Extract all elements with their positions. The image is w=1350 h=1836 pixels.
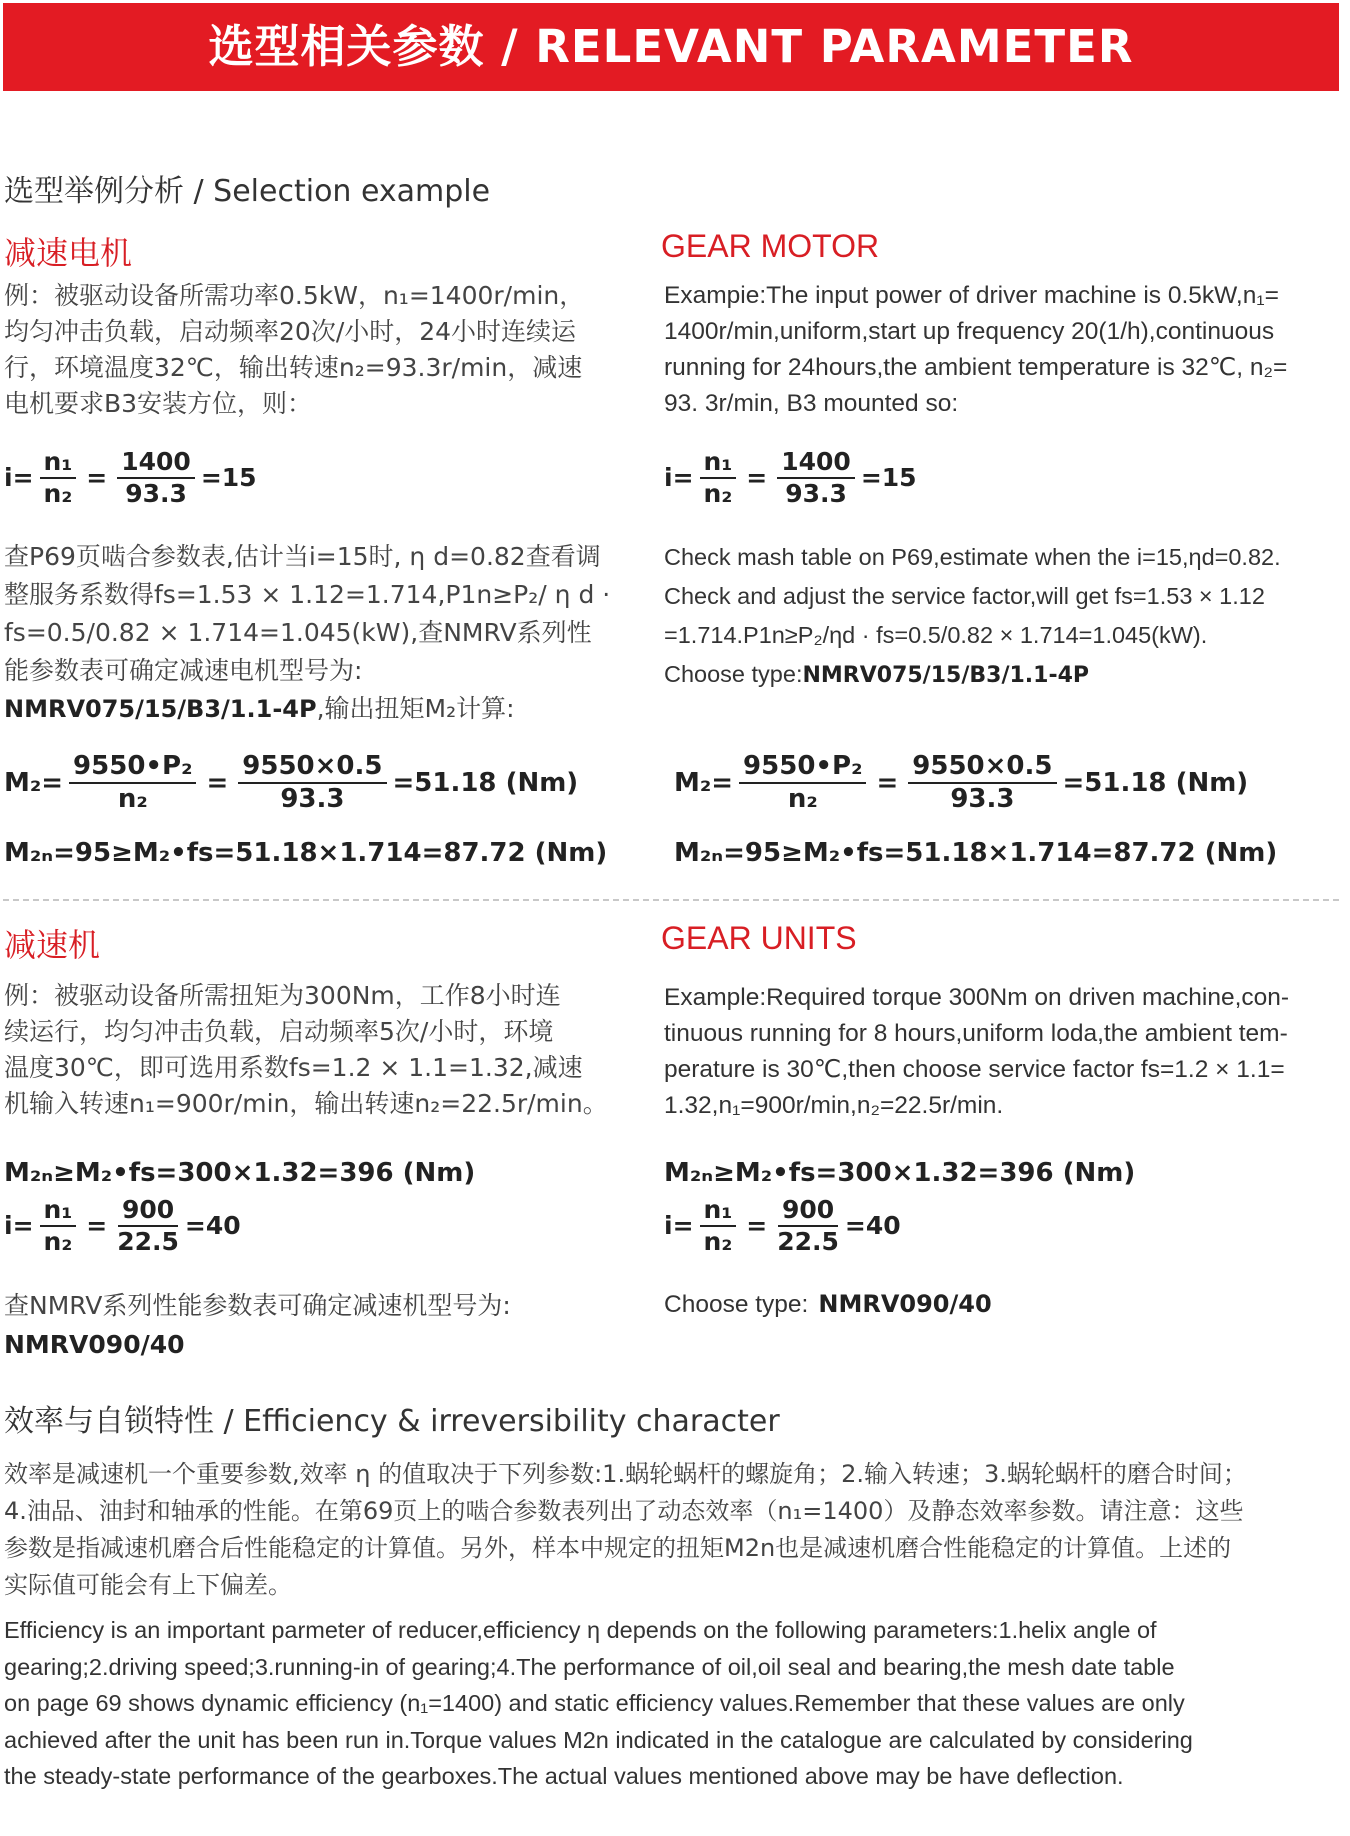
fraction [40, 1196, 77, 1255]
text-line: 续运行，均匀冲击负载，启动频率5次/小时，环境 [4, 1017, 554, 1046]
formula-lhs: i= [4, 463, 34, 492]
section-divider [3, 899, 1339, 901]
text-line [4, 690, 644, 728]
fraction [777, 1196, 839, 1255]
gear-motor-cn-paragraph [4, 278, 624, 422]
fraction-denominator: 22.5 [777, 1226, 839, 1256]
formula-result: =15 [200, 463, 257, 492]
formula-equals: = [206, 767, 229, 798]
text-line: Check and adjust the service factor,will get fs=1.53 × 1.12 [664, 583, 1265, 609]
text-line: 参数是指减速机磨合后性能稳定的计算值。另外，样本中规定的扭矩M2n也是减速机磨合性能稳定的计算值。上述的 [4, 1534, 1232, 1562]
text-line: 效率是减速机一个重要参数,效率 η 的值取决于下列参数:1.蜗轮蜗杆的螺旋角；2.输入转速；3.蜗轮蜗杆的磨合时间； [4, 1460, 1247, 1488]
text-line: 例：被驱动设备所需扭矩为300Nm，工作8小时连 [4, 981, 561, 1010]
text-line: Example:Required torque 300Nm on driven machine,con- [664, 984, 1290, 1011]
efficiency-section-title: 效率与自锁特性 / Efficiency & irreversibility character [4, 1404, 780, 1439]
formula-result: =40 [844, 1211, 901, 1240]
text-line: the steady-state performance of the gearboxes.The actual values mentioned above may be have deflection. [4, 1763, 1124, 1789]
fraction-numerator: 1400 [117, 448, 195, 479]
gear-units-cn-paragraph [4, 978, 644, 1122]
gear-motor-ratio-formula-cn [4, 448, 257, 507]
gear-motor-check-cn: M₂ₙ=95≥M₂•fs=51.18×1.714=87.72 (Nm) [4, 838, 608, 868]
text-line: fs=0.5/0.82 × 1.714=1.045(kW),查NMRV系列性 [4, 618, 592, 647]
gear-units-en-choose [664, 1286, 992, 1323]
choose-type-label: Choose type: [664, 661, 803, 687]
text-line: on page 69 shows dynamic efficiency (n₁=1400) and static efficiency values.Remember that these values are only [4, 1690, 1185, 1716]
text-line: 整服务系数得fs=1.53 × 1.12=1.714,P1n≥P₂/ η d · [4, 580, 611, 609]
fraction [700, 1196, 737, 1255]
text-line: gearing;2.driving speed;3.running-in of gearing;4.The performance of oil,oil seal and bearing,the mesh date table [4, 1653, 1175, 1680]
fraction-numerator: n₁ [40, 448, 77, 479]
fraction-denominator: n₂ [703, 1226, 733, 1256]
text-line [664, 655, 1350, 695]
formula-result: =51.18 (Nm) [1062, 767, 1249, 798]
fraction [117, 448, 195, 507]
fraction-numerator: 9550•P₂ [739, 752, 866, 784]
fraction-denominator: n₂ [43, 1226, 73, 1256]
fraction-numerator: 9550×0.5 [908, 752, 1056, 784]
fraction-numerator: 1400 [777, 448, 855, 479]
fraction-denominator: 22.5 [117, 1226, 179, 1256]
text-line: =1.714.P1n≥P₂/ηd · fs=0.5/0.82 × 1.714=1.045(kW). [664, 622, 1208, 648]
fraction [739, 752, 866, 813]
gear-units-en-paragraph [664, 980, 1344, 1124]
gear-units-cn-heading: 减速机 [4, 926, 101, 964]
gear-units-check-en: M₂ₙ≥M₂•fs=300×1.32=396 (Nm) [664, 1158, 1136, 1188]
fraction-numerator: 900 [778, 1196, 838, 1227]
fraction [69, 752, 196, 813]
text-line: tinuous running for 8 hours,uniform loda,the ambient tem- [664, 1020, 1288, 1047]
formula-lhs: i= [664, 463, 694, 492]
gear-units-ratio-formula-cn [4, 1196, 241, 1255]
text-line: 实际值可能会有上下偏差。 [4, 1571, 292, 1599]
fraction [238, 752, 386, 813]
fraction-denominator: n₂ [43, 478, 73, 508]
formula-equals: = [86, 1211, 108, 1240]
gear-motor-torque-formula-cn [4, 752, 578, 813]
fraction [117, 1196, 179, 1255]
formula-result: =40 [184, 1211, 241, 1240]
text-line: achieved after the unit has been run in.Torque values M2n indicated in the catalogue are calculated by considering [4, 1726, 1193, 1753]
banner-title: 选型相关参数 / RELEVANT PARAMETER [208, 20, 1134, 73]
formula-equals: = [876, 767, 899, 798]
text-line: 机输入转速n₁=900r/min，输出转速n₂=22.5r/min。 [4, 1089, 608, 1118]
text-line: 93. 3r/min, B3 mounted so: [664, 390, 959, 417]
fraction-denominator: n₂ [117, 783, 148, 814]
gear-motor-ratio-formula-en [664, 448, 917, 507]
gear-units-en-model: NMRV090/40 [818, 1290, 992, 1318]
fraction-numerator: n₁ [700, 1196, 737, 1227]
gear-motor-en-calculation [664, 538, 1350, 695]
text-line: 行，环境温度32℃，输出转速n₂=93.3r/min，减速 [4, 353, 583, 382]
text-line: Check mash table on P69,estimate when the i=15,ηd=0.82. [664, 544, 1281, 570]
gear-motor-en-paragraph [664, 278, 1344, 422]
fraction-denominator: 93.3 [785, 478, 847, 508]
gear-units-cn-model: NMRV090/40 [4, 1330, 185, 1359]
gear-units-en-heading: GEAR UNITS [661, 920, 857, 956]
fraction-numerator: n₁ [40, 1196, 77, 1227]
text-line: Efficiency is an important parmeter of reducer,efficiency η depends on the following parameters:1.helix angle of [4, 1617, 1157, 1643]
text-line: Exampie:The input power of driver machine is 0.5kW,n₁= [664, 282, 1279, 309]
gear-motor-check-en: M₂ₙ=95≥M₂•fs=51.18×1.714=87.72 (Nm) [674, 838, 1278, 868]
formula-result: =51.18 (Nm) [392, 767, 579, 798]
text-line: 电机要求B3安装方位，则： [4, 389, 313, 418]
fraction-denominator: 93.3 [280, 783, 345, 814]
fraction [700, 448, 737, 507]
formula-lhs: i= [664, 1211, 694, 1240]
fraction-numerator: 9550•P₂ [69, 752, 196, 784]
fraction [40, 448, 77, 507]
formula-equals: = [746, 463, 768, 492]
text-line: 温度30℃，即可选用系数fs=1.2 × 1.1=1.32,减速 [4, 1053, 583, 1082]
gear-motor-cn-calculation [4, 538, 644, 728]
gear-motor-cn-heading: 减速电机 [4, 234, 133, 272]
formula-result: =15 [860, 463, 917, 492]
fraction [908, 752, 1056, 813]
efficiency-en-paragraph [4, 1612, 1350, 1795]
formula-equals: = [746, 1211, 768, 1240]
gear-units-cn-choose: 查NMRV系列性能参数表可确定减速机型号为: [4, 1291, 511, 1320]
text-line: 1.32,n₁=900r/min,n₂=22.5r/min. [664, 1092, 1004, 1119]
text-line: 例：被驱动设备所需功率0.5kW，n₁=1400r/min， [4, 281, 585, 310]
text-line: perature is 30℃,then choose service factor fs=1.2 × 1.1= [664, 1056, 1285, 1083]
text-line: 均匀冲击负载，启动频率20次/小时，24小时连续运 [4, 317, 577, 346]
fraction-denominator: n₂ [703, 478, 733, 508]
text-line: 4.油品、油封和轴承的性能。在第69页上的啮合参数表列出了动态效率（n₁=1400）及静态效率参数。请注意：这些 [4, 1497, 1244, 1525]
fraction [777, 448, 855, 507]
formula-lhs: M₂= [674, 767, 734, 798]
choose-type-label: Choose type: [664, 1291, 809, 1318]
model-suffix: ,输出扭矩M₂计算: [316, 694, 515, 723]
gear-motor-en-model: NMRV075/15/B3/1.1-4P [802, 663, 1090, 688]
formula-lhs: i= [4, 1211, 34, 1240]
fraction-denominator: 93.3 [950, 783, 1015, 814]
formula-lhs: M₂= [4, 767, 64, 798]
gear-motor-en-heading: GEAR MOTOR [661, 228, 880, 264]
text-line: 查P69页啮合参数表,估计当i=15时, η d=0.82查看调 [4, 542, 601, 571]
fraction-numerator: 9550×0.5 [238, 752, 386, 784]
fraction-numerator: n₁ [700, 448, 737, 479]
fraction-denominator: 93.3 [125, 478, 187, 508]
fraction-denominator: n₂ [787, 783, 818, 814]
selection-section-title: 选型举例分析 / Selection example [4, 174, 491, 209]
page-banner [3, 3, 1339, 91]
gear-motor-cn-model: NMRV075/15/B3/1.1-4P [4, 695, 317, 723]
text-line: 能参数表可确定减速电机型号为: [4, 656, 363, 685]
formula-equals: = [86, 463, 108, 492]
gear-motor-torque-formula-en [674, 752, 1248, 813]
efficiency-cn-paragraph [4, 1456, 1350, 1604]
text-line: 1400r/min,uniform,start up frequency 20(1/h),continuous [664, 318, 1275, 345]
gear-units-check-cn: M₂ₙ≥M₂•fs=300×1.32=396 (Nm) [4, 1158, 476, 1188]
gear-units-ratio-formula-en [664, 1196, 901, 1255]
text-line: running for 24hours,the ambient temperature is 32℃, n₂= [664, 354, 1288, 381]
fraction-numerator: 900 [118, 1196, 178, 1227]
